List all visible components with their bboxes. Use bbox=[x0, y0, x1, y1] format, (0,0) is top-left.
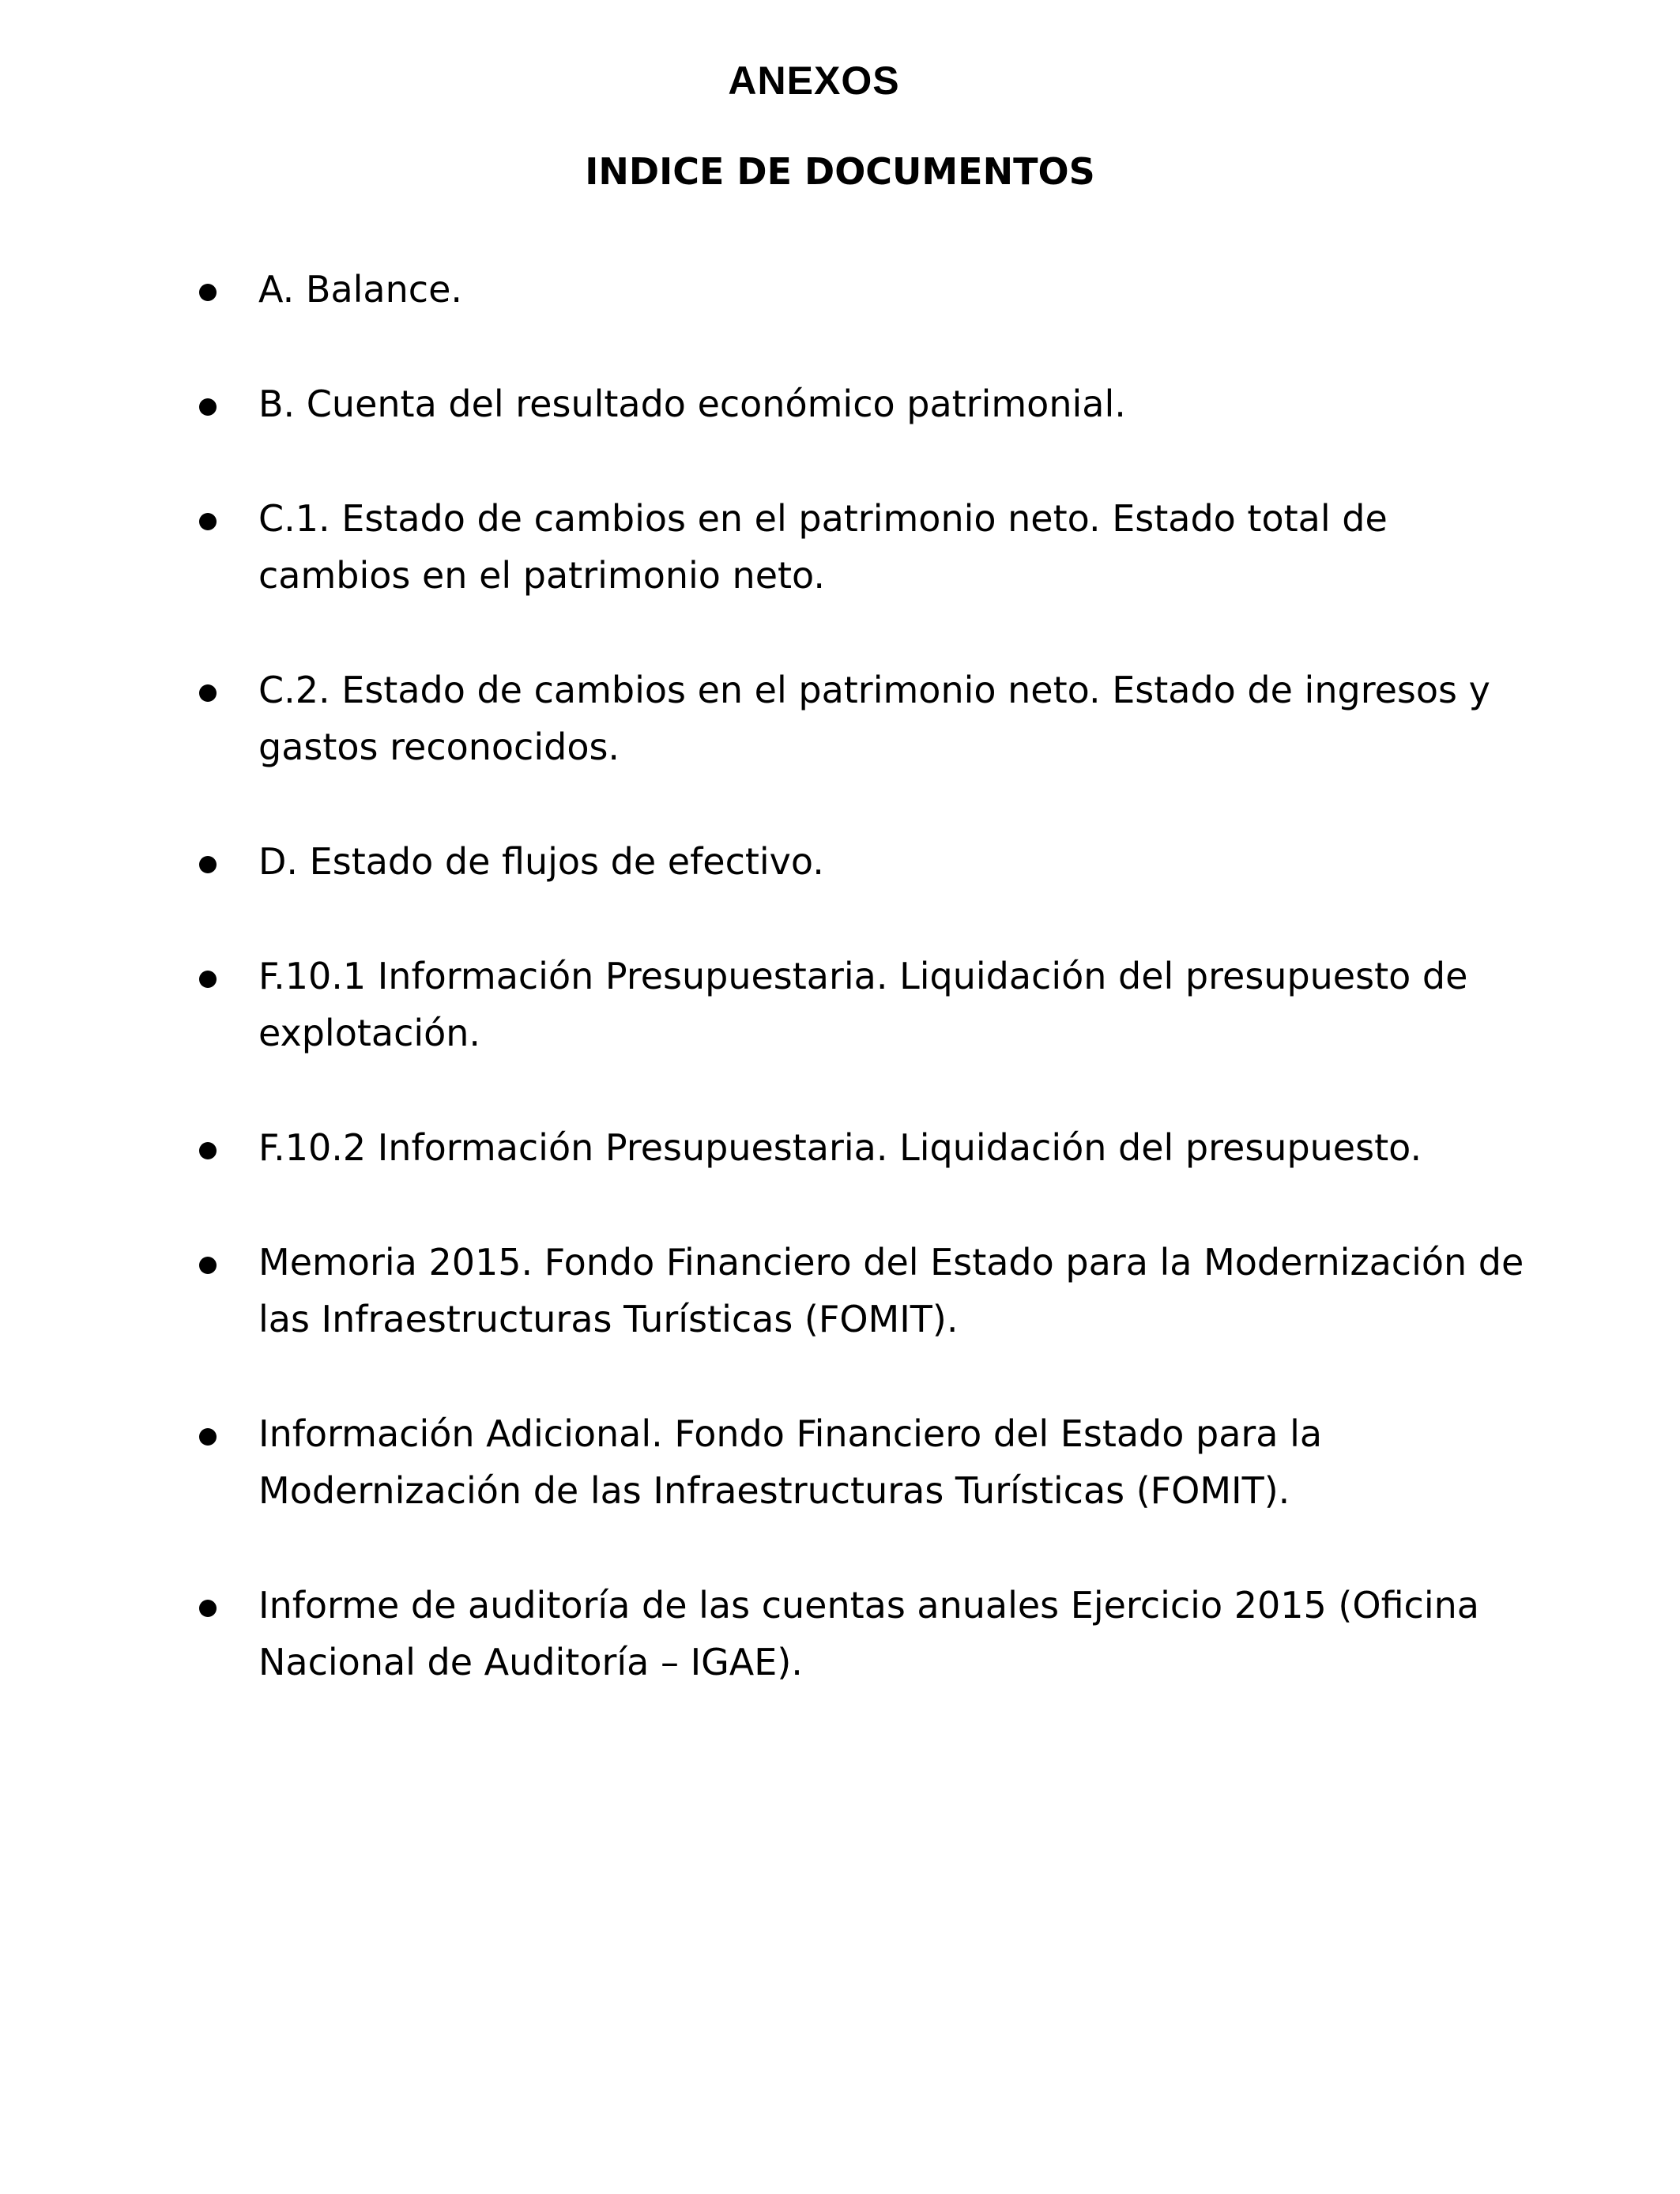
list-item bbox=[0, 662, 1680, 775]
bullet-icon bbox=[199, 1142, 217, 1159]
bullet-icon bbox=[199, 1428, 217, 1446]
list-item-text: Información Adicional. Fondo Financiero del Estado para la Modernización de las Infraestructuras Turísticas (FOMIT). bbox=[258, 1412, 1323, 1512]
page-subtitle: INDICE DE DOCUMENTOS bbox=[585, 150, 1095, 193]
bullet-icon bbox=[199, 513, 217, 530]
list-item-text: F.10.2 Información Presupuestaria. Liquidación del presupuesto. bbox=[258, 1126, 1422, 1169]
list-item-text: C.1. Estado de cambios en el patrimonio neto. Estado total de cambios en el patrimonio neto. bbox=[258, 497, 1388, 597]
list-item bbox=[0, 1119, 1680, 1176]
list-item-text: A. Balance. bbox=[258, 268, 462, 311]
list-item bbox=[0, 1405, 1680, 1519]
bullet-icon bbox=[199, 1600, 217, 1617]
bullet-icon bbox=[199, 398, 217, 416]
list-item-text: F.10.1 Información Presupuestaria. Liquidación del presupuesto de explotación. bbox=[258, 955, 1468, 1054]
list-item-text: B. Cuenta del resultado económico patrimonial. bbox=[258, 383, 1126, 425]
bullet-icon bbox=[199, 971, 217, 988]
list-item bbox=[0, 490, 1680, 604]
document-index-list bbox=[0, 261, 1680, 1748]
bullet-icon bbox=[199, 1257, 217, 1274]
bullet-icon bbox=[199, 856, 217, 873]
bullet-icon bbox=[199, 284, 217, 301]
list-item-text: D. Estado de flujos de efectivo. bbox=[258, 840, 824, 883]
list-item-text: C.2. Estado de cambios en el patrimonio neto. Estado de ingresos y gastos reconocidos. bbox=[258, 669, 1490, 768]
list-item bbox=[0, 1577, 1680, 1691]
list-item bbox=[0, 261, 1680, 318]
list-item-text: Memoria 2015. Fondo Financiero del Estado para la Modernización de las Infraestructuras Turísticas (FOMIT). bbox=[258, 1241, 1524, 1340]
list-item bbox=[0, 375, 1680, 432]
page-title: ANEXOS bbox=[728, 58, 900, 103]
list-item bbox=[0, 1234, 1680, 1348]
list-item-text: Informe de auditoría de las cuentas anuales Ejercicio 2015 (Oficina Nacional de Auditoría – IGAE). bbox=[258, 1584, 1479, 1683]
list-item bbox=[0, 948, 1680, 1061]
list-item bbox=[0, 833, 1680, 890]
bullet-icon bbox=[199, 684, 217, 702]
